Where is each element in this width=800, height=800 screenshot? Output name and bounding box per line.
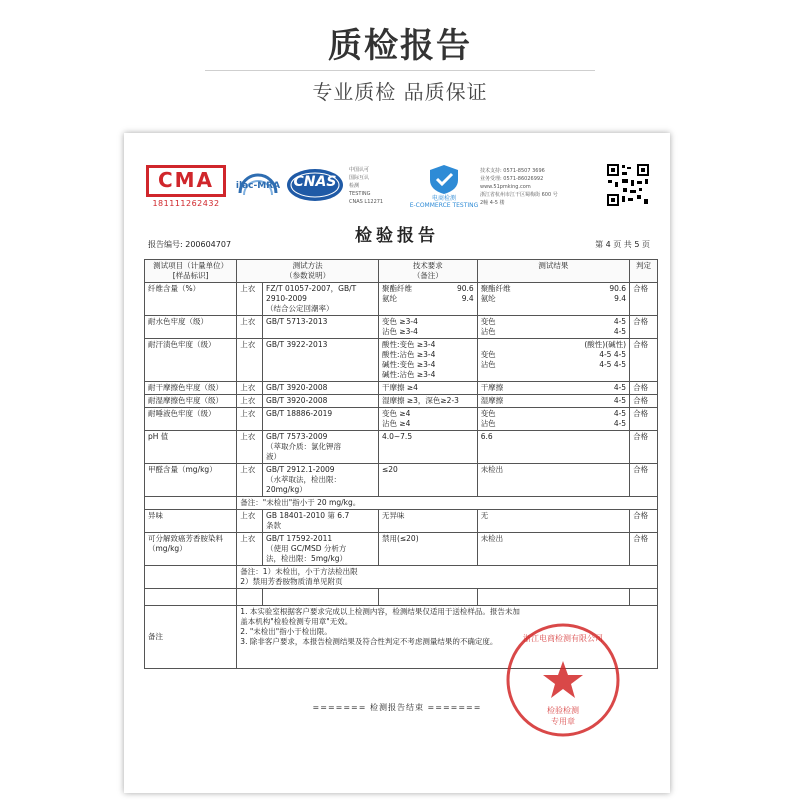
cell-pair	[382, 383, 474, 393]
cell-line: GB 18401-2010 第 6.7	[266, 511, 350, 520]
cell-pair	[382, 419, 474, 429]
cell-pair	[481, 511, 626, 521]
cell-pair	[382, 511, 474, 521]
cell-line: 1. 本实验室根据客户要求完成以上检测内容，检测结果仅适用于送检样品。报告未加	[240, 607, 520, 616]
table-row	[145, 408, 658, 431]
pair-label: 湿摩擦	[480, 396, 504, 405]
seal-ring-text: 浙江电商检测有限公司	[523, 634, 603, 643]
cell-line: （使用 GC/MSD 分析方	[266, 544, 347, 553]
method-cell	[263, 382, 379, 395]
document-title: 检验报告	[355, 226, 439, 246]
seal-center-line: 检验检测	[547, 706, 579, 715]
contact-line: 业务受理: 0571-86026992	[480, 176, 544, 182]
page-info: 第 4 页 共 5 页	[595, 240, 650, 249]
method-cell	[263, 533, 379, 566]
report-document	[124, 133, 670, 793]
cell-pair	[481, 360, 626, 370]
cma-logo	[146, 165, 226, 208]
table-row	[145, 431, 658, 464]
pair-label: 无	[480, 511, 489, 520]
pair-label: 沾色	[480, 327, 496, 336]
report-number: 报告编号: 200604707	[148, 240, 232, 249]
cnas-logo	[286, 167, 344, 203]
table-row	[145, 510, 658, 533]
requirement-cell	[378, 533, 477, 566]
requirement-cell	[378, 339, 477, 382]
ilac-mra-logo	[234, 167, 282, 203]
header-result: 测试结果	[477, 260, 629, 283]
cell-pair	[382, 327, 474, 337]
cell-pair	[481, 383, 626, 393]
pair-label: 沾色 ≥4	[381, 419, 411, 428]
result-cell	[477, 339, 629, 382]
cell-line: GB/T 3920-2008	[266, 383, 328, 392]
header-verdict: 判定	[630, 260, 658, 283]
header-item: 测试项目（计量单位） [样品标识]	[145, 260, 237, 283]
cell-line: 条款	[266, 521, 282, 530]
cell-pair	[382, 294, 474, 304]
cell-line: FZ/T 01057-2007，GB/T	[266, 284, 357, 293]
blank-cell	[145, 497, 237, 510]
part-cell: 上衣	[237, 382, 263, 395]
method-cell	[263, 408, 379, 431]
table-row	[145, 339, 658, 382]
part-cell: 上衣	[237, 510, 263, 533]
cnas-text: CNAS	[293, 174, 337, 190]
logo-row	[146, 163, 646, 213]
cell-pair	[481, 396, 626, 406]
qr-code-icon	[606, 163, 650, 207]
pair-label: 未检出	[480, 465, 504, 474]
pair-value: 9.4	[461, 294, 474, 303]
part-cell: 上衣	[237, 408, 263, 431]
cell-pair	[382, 317, 474, 327]
result-cell	[477, 395, 629, 408]
report-end-text: ======= 检测报告结束 =======	[312, 703, 482, 712]
item-cell: 耐汗渍色牢度（级）	[145, 339, 237, 382]
cell-pair	[382, 284, 474, 294]
requirement-cell	[378, 408, 477, 431]
blank-cell	[145, 566, 237, 589]
verdict-cell: 合格	[630, 464, 658, 497]
requirement-cell	[378, 464, 477, 497]
cell-pair	[481, 419, 626, 429]
contact-info	[480, 167, 558, 207]
pair-value: (酸性)(碱性)	[584, 340, 627, 349]
pair-value: 4-5	[613, 317, 627, 326]
cma-number: 181111262432	[152, 199, 220, 208]
table-row	[145, 497, 658, 510]
blank-cell	[145, 589, 237, 606]
cell-pair	[481, 432, 626, 442]
cell-line: GB/T 18886-2019	[266, 409, 333, 418]
part-cell: 上衣	[237, 339, 263, 382]
cma-mark: CMA	[146, 165, 226, 197]
ecommerce-testing-logo	[404, 163, 484, 211]
cell-pair	[481, 327, 626, 337]
cell-line: GB/T 3920-2008	[266, 396, 328, 405]
item-cell: 耐干摩擦色牢度（级）	[145, 382, 237, 395]
page-header-subtitle: 专业质检 品质保证	[312, 80, 488, 104]
cell-pair	[481, 317, 626, 327]
requirement-cell	[378, 316, 477, 339]
pair-label: 氨纶	[480, 294, 496, 303]
requirement-cell	[378, 395, 477, 408]
pair-value: 90.6	[609, 284, 627, 293]
method-cell	[263, 339, 379, 382]
cell-pair	[382, 340, 474, 350]
cnas-info	[349, 166, 383, 206]
cell-line: 法，检出限：5mg/kg）	[266, 554, 348, 563]
cell-line: 备注：1）未检出，小于方法检出限	[240, 567, 358, 576]
cnas-line: 国际互认	[349, 175, 370, 181]
table-row	[145, 566, 658, 589]
ecom-line: 电商检测	[431, 195, 456, 202]
cell-line: 2）禁用芳香胺物质清单见附页	[240, 577, 343, 586]
item-cell: pH 值	[145, 431, 237, 464]
pair-value: 4-5	[613, 419, 627, 428]
part-cell: 上衣	[237, 283, 263, 316]
part-cell: 上衣	[237, 464, 263, 497]
requirement-cell	[378, 510, 477, 533]
header-divider	[205, 70, 595, 71]
ecom-line: E-COMMERCE TESTING	[409, 202, 479, 209]
cell-pair	[481, 340, 626, 350]
remarks-row	[145, 606, 658, 669]
note-cell	[237, 566, 658, 589]
pair-value: 4-5	[613, 383, 627, 392]
result-cell	[477, 382, 629, 395]
table-row	[145, 283, 658, 316]
pair-label: 沾色	[480, 360, 496, 369]
pair-label: 湿摩擦 ≥3，深色≥2-3	[381, 396, 459, 405]
pair-label: 氨纶	[381, 294, 397, 303]
item-cell: 可分解致癌芳香胺染料（mg/kg）	[145, 533, 237, 566]
pair-label: 6.6	[480, 432, 493, 441]
cell-pair	[382, 534, 474, 544]
cell-pair	[382, 360, 474, 370]
pair-label: 变色	[480, 409, 496, 418]
pair-label: 聚酯纤维	[381, 284, 412, 293]
pair-label: 碱性:沾色 ≥3-4	[381, 370, 436, 379]
pair-value: 9.4	[614, 294, 627, 303]
pair-label: 禁用(≤20)	[381, 534, 419, 543]
verdict-cell: 合格	[630, 283, 658, 316]
table-header-row	[145, 260, 658, 283]
pair-label: 酸性:变色 ≥3-4	[381, 340, 436, 349]
pair-label: 变色	[480, 317, 496, 326]
blank-cell	[237, 589, 263, 606]
pair-value: 4-5	[613, 409, 627, 418]
contact-line: 2幢 4-5 楼	[480, 200, 505, 206]
verdict-cell: 合格	[630, 339, 658, 382]
header-requirement: 技术要求 （备注）	[378, 260, 477, 283]
verdict-cell: 合格	[630, 382, 658, 395]
cell-pair	[382, 465, 474, 475]
remarks-cell	[237, 606, 658, 669]
result-cell	[477, 283, 629, 316]
cell-pair	[481, 465, 626, 475]
cell-line: GB/T 3922-2013	[266, 340, 328, 349]
cell-line: 20mg/kg）	[266, 485, 307, 494]
remarks-label: 备注	[145, 606, 237, 669]
cell-line: GB/T 17592-2011	[266, 534, 333, 543]
result-cell	[477, 533, 629, 566]
cell-line: 备注："未检出"指小于 20 mg/kg。	[240, 498, 361, 507]
blank-cell	[477, 589, 629, 606]
part-cell: 上衣	[237, 395, 263, 408]
cell-line: 2. "未检出"指小于检出限。	[240, 627, 332, 636]
part-cell: 上衣	[237, 431, 263, 464]
cell-pair	[481, 409, 626, 419]
cnas-line: CNAS L12271	[349, 199, 384, 205]
cell-pair	[481, 294, 626, 304]
cell-line: （结合公定回潮率）	[266, 304, 334, 313]
seal-center-line: 专用章	[551, 717, 575, 726]
method-cell	[263, 283, 379, 316]
pair-label: 4.0~7.5	[381, 432, 413, 441]
cell-line: GB/T 2912.1-2009	[266, 465, 335, 474]
pair-value: 90.6	[456, 284, 474, 293]
pair-label: 变色 ≥4	[381, 409, 411, 418]
pair-label: 变色	[480, 350, 496, 359]
result-cell	[477, 431, 629, 464]
blank-cell	[630, 589, 658, 606]
cell-line: GB/T 5713-2013	[266, 317, 328, 326]
verdict-cell: 合格	[630, 533, 658, 566]
cell-line: 2910-2009	[266, 294, 307, 303]
pair-label: 酸性:沾色 ≥3-4	[381, 350, 436, 359]
method-cell	[263, 316, 379, 339]
blank-cell	[378, 589, 477, 606]
item-cell: 耐唾液色牢度（级）	[145, 408, 237, 431]
item-cell: 甲醛含量（mg/kg）	[145, 464, 237, 497]
result-cell	[477, 510, 629, 533]
cell-line: GB/T 7573-2009	[266, 432, 328, 441]
method-cell	[263, 510, 379, 533]
cell-pair	[481, 284, 626, 294]
item-cell: 纤维含量（%）	[145, 283, 237, 316]
requirement-cell	[378, 431, 477, 464]
requirement-cell	[378, 382, 477, 395]
cell-pair	[382, 370, 474, 380]
pair-value: 4-5 4-5	[599, 350, 627, 359]
cell-line: 盖本机构"检验检测专用章"无效。	[240, 617, 353, 626]
table-row	[145, 395, 658, 408]
shield-check-icon	[404, 163, 484, 195]
verdict-cell: 合格	[630, 510, 658, 533]
table-row	[145, 589, 658, 606]
pair-label: 无异味	[381, 511, 405, 520]
pair-value: 4-5 4-5	[599, 360, 627, 369]
table-row	[145, 464, 658, 497]
cnas-line: 检测	[349, 183, 360, 189]
cnas-line: 中国认可	[349, 167, 370, 173]
result-cell	[477, 316, 629, 339]
cell-pair	[382, 350, 474, 360]
method-cell	[263, 395, 379, 408]
pair-label: 碱性:变色 ≥3-4	[381, 360, 436, 369]
verdict-cell: 合格	[630, 316, 658, 339]
ilac-text: ilac-MRA	[235, 181, 281, 191]
blank-cell	[263, 589, 379, 606]
contact-line: 技术支持: 0571-8507 3696	[480, 168, 545, 174]
contact-line: 浙江省杭州市江干区蜀梅街 600 号	[480, 192, 558, 198]
part-cell: 上衣	[237, 533, 263, 566]
cell-pair	[481, 350, 626, 360]
table-row	[145, 533, 658, 566]
part-cell: 上衣	[237, 316, 263, 339]
verdict-cell: 合格	[630, 431, 658, 464]
method-cell	[263, 464, 379, 497]
cell-pair	[382, 396, 474, 406]
item-cell: 耐水色牢度（级）	[145, 316, 237, 339]
table-row	[145, 316, 658, 339]
verdict-cell: 合格	[630, 408, 658, 431]
pair-label: 干摩擦 ≥4	[381, 383, 418, 392]
pair-label: 沾色 ≥3-4	[381, 327, 418, 336]
pair-label: 聚酯纤维	[480, 284, 511, 293]
pair-value: 4-5	[613, 327, 627, 336]
table-row	[145, 382, 658, 395]
cell-pair	[382, 432, 474, 442]
cell-line: 3. 除非客户要求，本报告检测结果及符合性判定不考虑测量结果的不确定度。	[240, 637, 498, 646]
pair-label: 未检出	[480, 534, 504, 543]
cell-pair	[481, 534, 626, 544]
item-cell: 耐湿摩擦色牢度（级）	[145, 395, 237, 408]
method-cell	[263, 431, 379, 464]
header-method: 测试方法 （参数说明）	[237, 260, 379, 283]
cell-pair	[382, 409, 474, 419]
result-cell	[477, 464, 629, 497]
cell-line: （萃取介质：氯化钾溶	[266, 442, 342, 451]
pair-label: 变色 ≥3-4	[381, 317, 418, 326]
requirement-cell	[378, 283, 477, 316]
item-cell: 异味	[145, 510, 237, 533]
pair-label: 沾色	[480, 419, 496, 428]
cell-line: 液）	[266, 452, 282, 461]
page-header-title: 质检报告	[328, 26, 472, 66]
verdict-cell: 合格	[630, 395, 658, 408]
pair-label: 干摩擦	[480, 383, 504, 392]
cnas-line: TESTING	[349, 191, 371, 197]
result-cell	[477, 408, 629, 431]
test-results-table	[144, 259, 658, 669]
contact-line: www.51pmking.com	[480, 184, 531, 190]
pair-label: ≤20	[381, 465, 398, 474]
note-cell	[237, 497, 658, 510]
pair-value: 4-5	[613, 396, 627, 405]
cell-line: （水萃取法，检出限：	[266, 475, 342, 484]
